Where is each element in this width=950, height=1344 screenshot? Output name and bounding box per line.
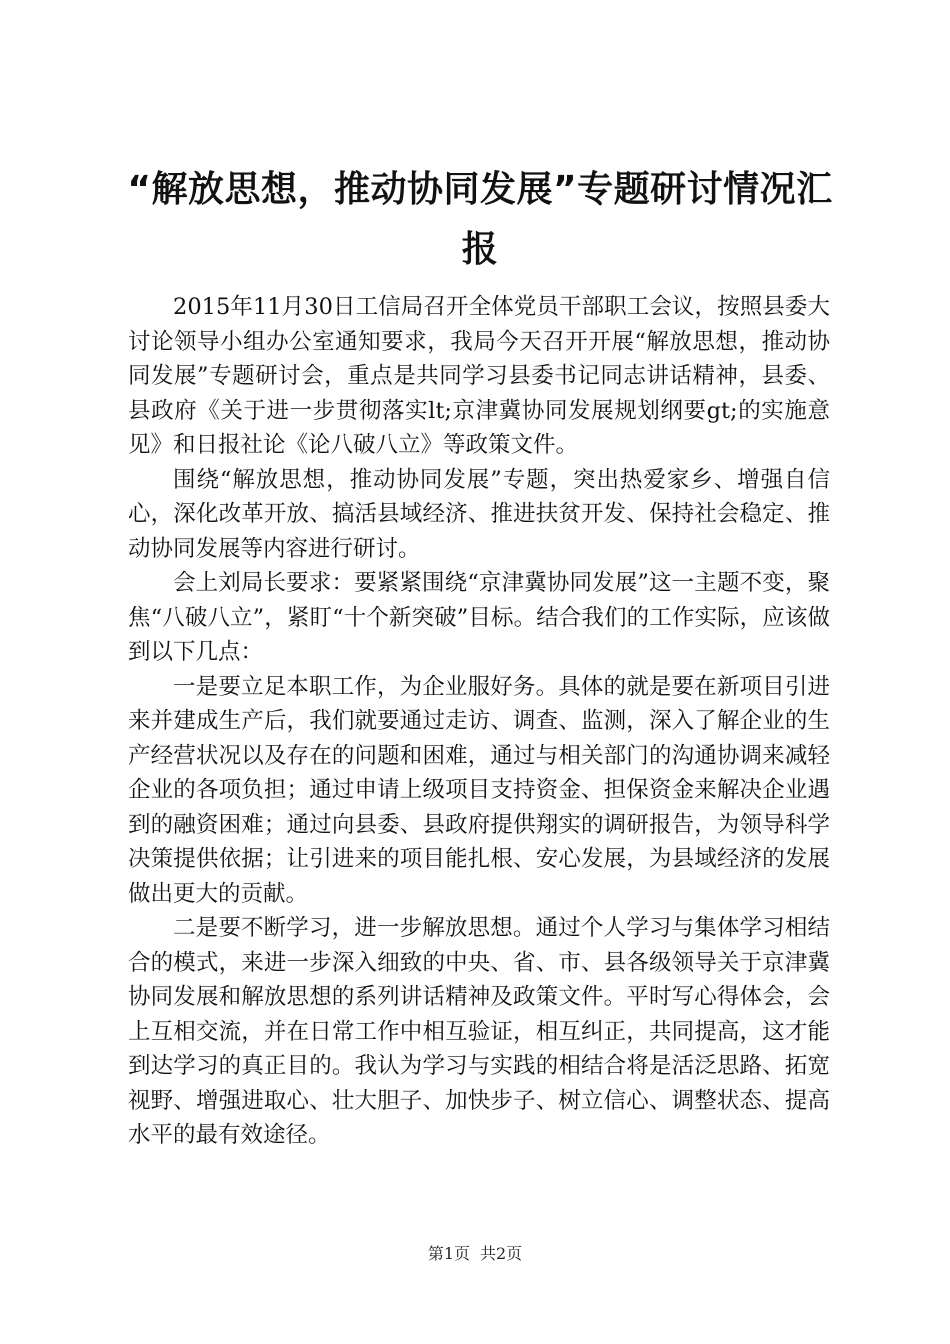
page-number-total: 共2页 (480, 1244, 523, 1263)
document-body (128, 290, 830, 1153)
paragraph-1: 2015年11月30日工信局召开全体党员干部职工会议，按照县委大讨论领导小组办公室通知要求，我局今天召开开展“解放思想，推动协同发展”专题研讨会，重点是共同学习县委书记同志讲话精神，县委、县政府《关于进一步贯彻落实lt;京津冀协同发展规划纲要gt;的实施意见》和日报社论《论八破八立》等政策文件。 (128, 294, 830, 458)
document-title: “解放思想，推动协同发展”专题研讨情况汇报 (127, 169, 833, 270)
paragraph-2: 围绕“解放思想，推动协同发展”专题，突出热爱家乡、增强自信心，深化改革开放、搞活县域经济、推进扶贫开发、保持社会稳定、推动协同发展等内容进行研讨。 (128, 466, 830, 562)
page-number-current: 第1页 (427, 1244, 470, 1263)
paragraph-5: 二是要不断学习，进一步解放思想。通过个人学习与集体学习相结合的模式，来进一步深入细致的中央、省、市、县各级领导关于京津冀协同发展和解放思想的系列讲话精神及政策文件。平时写心得体会，会上互相交流，并在日常工作中相互验证，相互纠正，共同提高，这才能到达学习的真正目的。我认为学习与实践的相结合将是活泛思路、拓宽视野、增强进取心、壮大胆子、加快步子、树立信心、调整状态、提高水平的最有效途径。 (128, 915, 830, 1148)
page-footer (0, 1244, 950, 1264)
paragraph-4: 一是要立足本职工作，为企业服好务。具体的就是要在新项目引进来并建成生产后，我们就要通过走访、调查、监测，深入了解企业的生产经营状况以及存在的问题和困难，通过与相关部门的沟通协调来减轻企业的各项负担；通过申请上级项目支持资金、担保资金来解决企业遇到的融资困难；通过向县委、县政府提供翔实的调研报告，为领导科学决策提供依据；让引进来的项目能扎根、安心发展，为县域经济的发展做出更大的贡献。 (128, 673, 830, 907)
paragraph-3: 会上刘局长要求：要紧紧围绕“京津冀协同发展”这一主题不变，聚焦“八破八立”，紧盯“十个新突破”目标。结合我们的工作实际，应该做到以下几点： (128, 570, 830, 665)
